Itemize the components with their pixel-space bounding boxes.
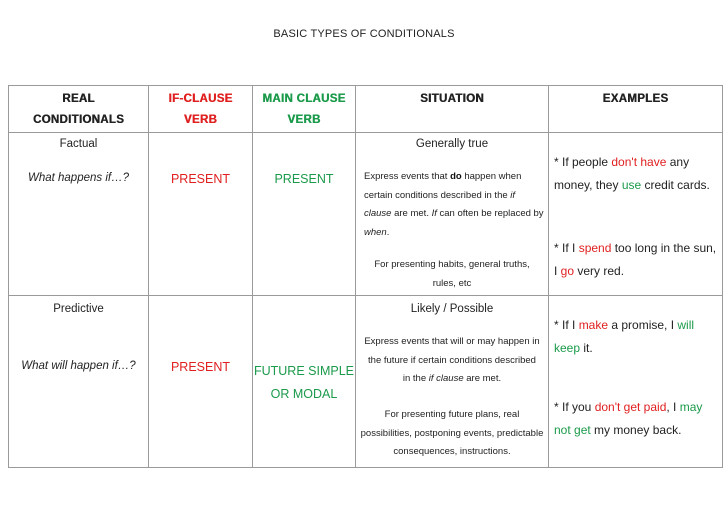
situation-title: Generally true [415, 138, 489, 150]
situation-uses: For presenting future plans, real possibilities, postponing events, predictable consequences, instructions. [360, 409, 544, 457]
if-verb-cell [149, 296, 253, 468]
header-situation: SITUATION [356, 86, 549, 133]
example-1: * If I make a promise, I will keep it. [554, 318, 695, 355]
if-verb: PRESENT [170, 360, 231, 374]
main-verb-cell [253, 296, 356, 468]
example-2: * If I spend too long in the sun, I go very red. [554, 241, 717, 278]
main-verb: FUTURE SIMPLE OR MODAL [253, 364, 354, 401]
examples-cell [549, 133, 723, 296]
type-question: What happens if…? [27, 172, 129, 184]
header-examples: EXAMPLES [549, 86, 723, 133]
situation-cell [356, 133, 549, 296]
type-question: What will happen if…? [21, 360, 136, 372]
situation-description: Express events that do happen when certain conditions described in the if clause are met. If can often be replaced by when. [364, 171, 544, 238]
situation-title: Likely / Possible [410, 303, 494, 315]
header-row [9, 86, 723, 133]
table-row [9, 133, 723, 296]
example-2: * If you don't get paid, I may not get my money back. [554, 400, 703, 437]
if-verb-cell [149, 133, 253, 296]
header-main-clause-verb: MAIN CLAUSE VERB [253, 86, 356, 133]
type-name: Factual [59, 138, 98, 150]
examples-cell [549, 296, 723, 468]
if-verb: PRESENT [170, 172, 231, 186]
type-name: Predictive [53, 303, 104, 315]
main-verb: PRESENT [274, 172, 334, 186]
type-cell [9, 296, 149, 468]
header-if-clause-verb: IF-CLAUSE VERB [149, 86, 253, 133]
conditionals-table [8, 85, 723, 468]
type-cell [9, 133, 149, 296]
main-verb-cell [253, 133, 356, 296]
situation-uses: For presenting habits, general truths, rules, etc [374, 259, 530, 289]
page-title: BASIC TYPES OF CONDITIONALS [273, 28, 455, 40]
table-row [9, 296, 723, 468]
example-1: * If people don't have any money, they use credit cards. [554, 155, 710, 192]
situation-description: Express events that will or may happen in the future if certain conditions described in the if clause are met. [364, 336, 540, 384]
header-real-conditionals: REAL CONDITIONALS [9, 86, 149, 133]
situation-cell [356, 296, 549, 468]
